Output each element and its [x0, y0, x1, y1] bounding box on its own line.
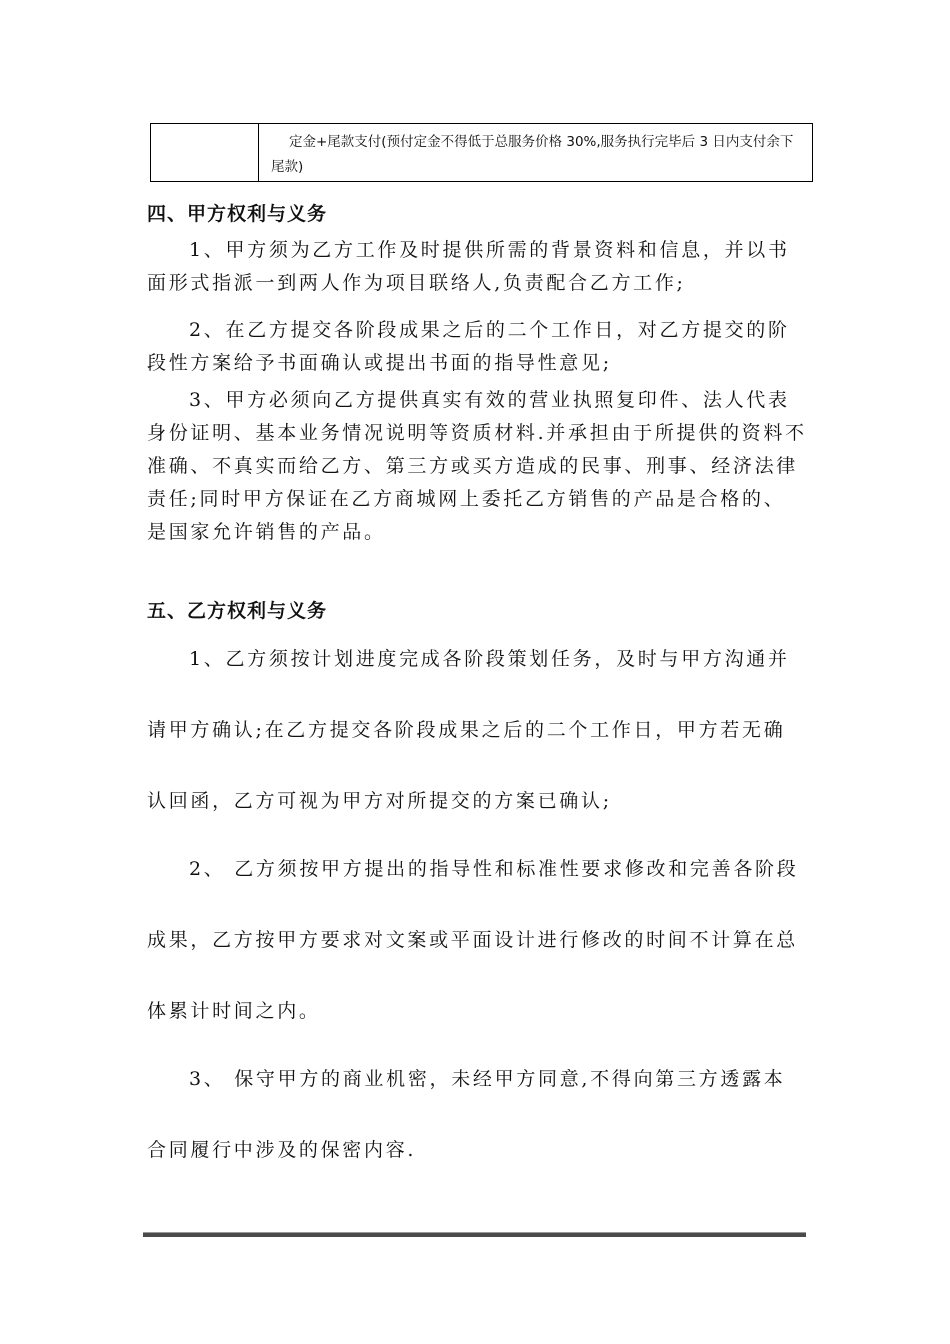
- table-cell-payment-terms: 定金+尾款支付(预付定金不得低于总服务价格 30%,服务执行完毕后 3 日内支付余下尾款): [271, 134, 794, 175]
- party-a-clause-1: 1、甲方须为乙方工作及时提供所需的背景资料和信息，并以书面形式指派一到两人作为项目联络人,负责配合乙方工作;: [147, 239, 790, 294]
- table-cell-label: [151, 124, 259, 181]
- footer-divider: [143, 1232, 806, 1237]
- party-a-clause-2: 2、在乙方提交各阶段成果之后的二个工作日，对乙方提交的阶段性方案给予书面确认或提出书面的指导性意见;: [147, 319, 790, 374]
- payment-table-row: [150, 123, 813, 182]
- party-b-clause-1: 1、乙方须按计划进度完成各阶段策划任务，及时与甲方沟通并请甲方确认;在乙方提交各阶段成果之后的二个工作日，甲方若无确认回函，乙方可视为甲方对所提交的方案已确认;: [147, 648, 790, 812]
- party-a-clause-3: 3、甲方必须向乙方提供真实有效的营业执照复印件、法人代表身份证明、基本业务情况说明等资质材料.并承担由于所提供的资料不准确、不真实而给乙方、第三方或买方造成的民事、刑事、经济法律责任;同时甲方保证在乙方商城网上委托乙方销售的产品是合格的、是国家允许销售的产品。: [147, 389, 807, 543]
- party-b-clause-2: 2、 乙方须按甲方提出的指导性和标准性要求修改和完善各阶段成果，乙方按甲方要求对文案或平面设计进行修改的时间不计算在总体累计时间之内。: [147, 858, 799, 1022]
- section-heading-party-a: 四、甲方权利与义务: [147, 203, 328, 225]
- party-b-clause-3: 3、 保守甲方的商业机密，未经甲方同意,不得向第三方透露本合同履行中涉及的保密内容.: [147, 1068, 786, 1161]
- section-heading-party-b: 五、乙方权利与义务: [147, 600, 328, 622]
